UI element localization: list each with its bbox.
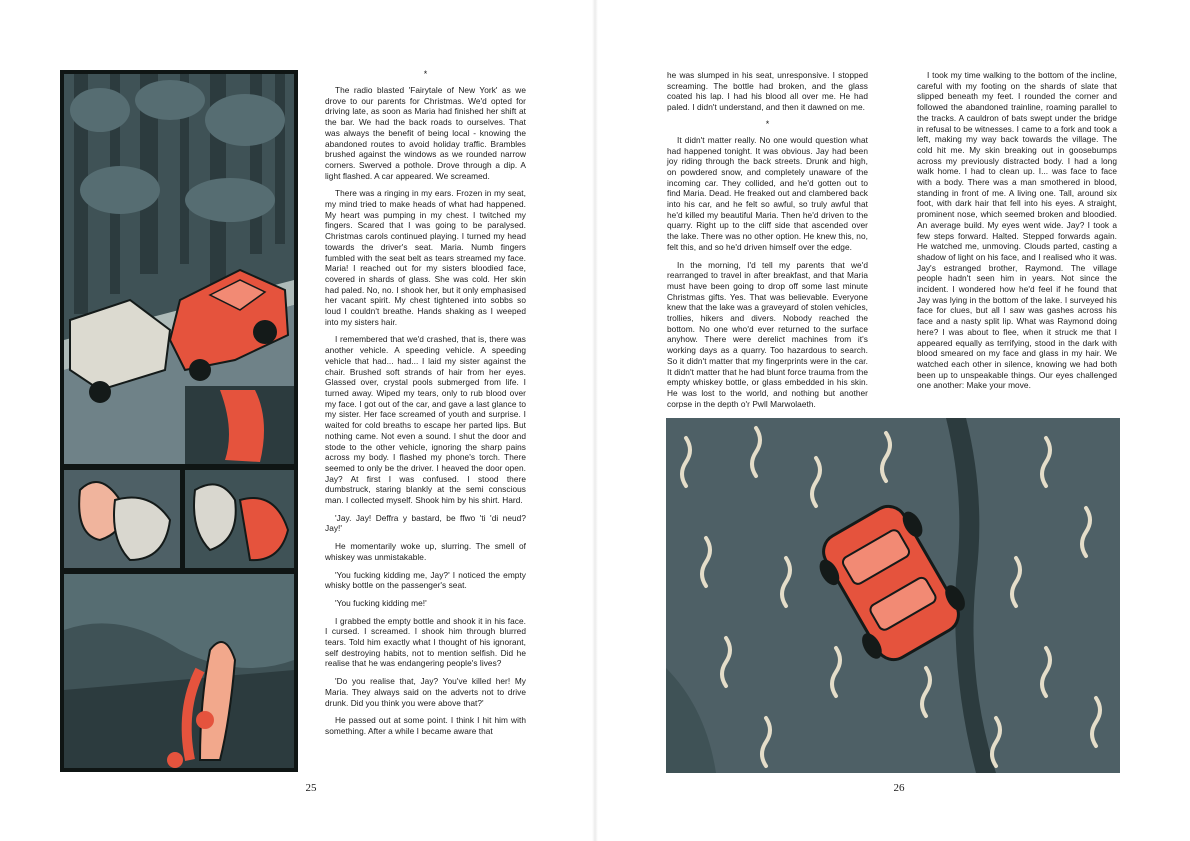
right-text-column-1: [667, 70, 868, 416]
section-separator: *: [423, 69, 428, 79]
paragraph: It didn't matter really. No one would question what had happened tonight. It was obvious. Jay had been joy riding through the back streets. Drunk and high, on powdered snow, and completely unaware of the incoming car. They collided, and he'd gotten out to find Maria. Dead. He freaked out and clambered back into his car, and he felt so awful, so truly awful that he'd killed my beautiful Maria. Then he'd driven to the quarry. Right up to the cliff side that ascended over the lake. There was no other option. He knew this, no, felt this, and so he'd driven himself over the edge.: [667, 134, 868, 252]
paragraph: he was slumped in his seat, unresponsive. I stopped screaming. The bottle had broken, and the glass coated his lap. I had his blood all over me. He had paled. I didn't understand, and then it dawned on me.: [667, 70, 868, 113]
page-number: 25: [305, 782, 317, 794]
paragraph: The radio blasted 'Fairytale of New York' as we drove to our parents for Christmas. We'd opted for driving late, as soon as Maria had finished her shift at the bar. We had the back roads to ourselves. That was always the benefit of being local - knowing the abandoned routes to avoid holiday traffic. Brambles brushed against the windows as we rounded narrow corners. Swerved a pothole. Drove through a dip. A light flashed. A car appeared. We screamed.: [325, 85, 526, 181]
left-text-column: [325, 70, 526, 744]
paragraph: I took my time walking to the bottom of the incline, careful with my footing on the shards of slate that slipped beneath my feet. I rounded the corner and followed the abandoned trainline, roaming parallel to the tracks. A cauldron of bats swept under the bridge in refusal to be witnesses. I came to a fork and took a left, making my way back towards the village. The cold hit me. My skin breaking out in goosebumps across my previously distracted body. I had a long walk home. I had to clean up. I... was face to face with a body. There was a man smothered in blood, standing in front of me. A living one. Tall, around six foot, with dark hair that fell into his eyes. A straight, prominent nose, which seemed broken and bloodied. An average build. My eyes went wide. Jay? I took a few steps forward. Halted. Stepped forwards again. He watched me, unmoving. Clouds parted, casting a shadow of light on his face, and I realised who it was. Jay's estranged brother, Raymond. The village people hadn't seen him in years. Not since the incident. I wondered how he'd feel if he found that Jay was lying in the bottom of the lake. I surveyed his face for clues, but all I saw was gashes across his face and a nasty split lip. What was Raymond doing here? I was about to flee, when it struck me that I appeared equally as terrifying, stood in the dark with blood smeared on my face and glass in my hair. We watched each other in silence, knowing we had both been up to unspeakable things. Our eyes challenged one another: Make your move.: [917, 70, 1117, 391]
lake-drawing: [666, 418, 1120, 773]
paragraph: 'Do you realise that, Jay? You've killed her! My Maria. They always said on the adverts not to drive drunk. Did you think you were above that?': [325, 676, 526, 708]
paragraph: I remembered that we'd crashed, that is, there was another vehicle. A speeding vehicle. A speeding vehicle that had... had... I laid my sister against the chair. Brushed soft strands of hair from her eyes. Glassed over, crystal pools submerged from life. I turned away. Wiped my tears, only to rub blood over my face. I got out of the car, and gave a last glance to my sister. Her face screamed of youth and surprise. I waited for cold breaths to escape her parted lips. But nothing came. Not even a sound. I shut the door and stode to the other vehicle, ignoring the sharp pains across my body. I flashed my phone's torch. There seemed to only be the driver. I heaved the door open. Jay? At first I was confused. I stood there dumbstruck, staring blankly at the semi conscious man. I collected myself. Shook him by his shirt. Hard.: [325, 334, 526, 506]
paragraph: In the morning, I'd tell my parents that we'd rearranged to travel in after breakfast, and that Maria must have been going to drop off some last minute Christmas gifts. Yes. That was believable. Everyone knew that the lake was a graveyard of stolen vehicles, trollies, hikers and divers. Nobody reached the bottom. No one who'd ever returned to the surface anyhow. There were derelict machines from it's working days as a quarry. Too hazardous to search. So it didn't matter that my fingerprints were in the car. It didn't matter that he had blunt force trauma from the empty whiskey bottle, or glass embedded in his skin. He was lost to the world, and nothing but another corpse in the depth o'r Pwll Marwolaeth.: [667, 259, 869, 409]
section-separator: *: [765, 118, 770, 129]
paragraph: 'You fucking kidding me, Jay?' I noticed the empty whisky bottle on the passenger's seat.: [325, 569, 526, 591]
crash-comic-illustration: [60, 70, 298, 772]
paragraph: There was a ringing in my ears. Frozen in my seat, my mind tried to make heads of what had happened. My heart was pumping in my chest. I twitched my fingers. Scared that I was going to be paralysed. Christmas carols continued playing. I turned my head towards the driver's seat. Maria. Numb fingers fumbled with the seat belt as tears streamed my face. Maria! I reached out for my sisters bloodied face, covered in shards of glass. She was cold. Her skin had paled. No, no. I shook her, but it only emphasised her vacant spirit. My chest tightened into sobbs so loud I couldn't breathe. Hands shaking as I weeped into my sisters hair.: [325, 188, 526, 327]
paragraph: 'You fucking kidding me!': [335, 597, 427, 608]
paragraph: He momentarily woke up, slurring. The smell of whiskey was unmistakable.: [325, 541, 526, 562]
page-number: 26: [893, 782, 905, 794]
paragraph: He passed out at some point. I think I hit him with something. After a while I became aware that: [325, 715, 526, 736]
comic-panels-drawing: [60, 70, 298, 772]
sinking-car-illustration: [666, 418, 1120, 773]
paragraph: I grabbed the empty bottle and shook it in his face. I cursed. I screamed. I shook him through blurred tears. Told him exactly what I thought of his ignorant, self destroying habits, not to mention selfish. Did he realise that he was endangering people's lives?: [325, 615, 526, 669]
paragraph: 'Jay. Jay! Deffra y bastard, be ffwo 'ti 'di neud? Jay!': [325, 512, 526, 534]
right-text-column-2: [917, 70, 1117, 398]
